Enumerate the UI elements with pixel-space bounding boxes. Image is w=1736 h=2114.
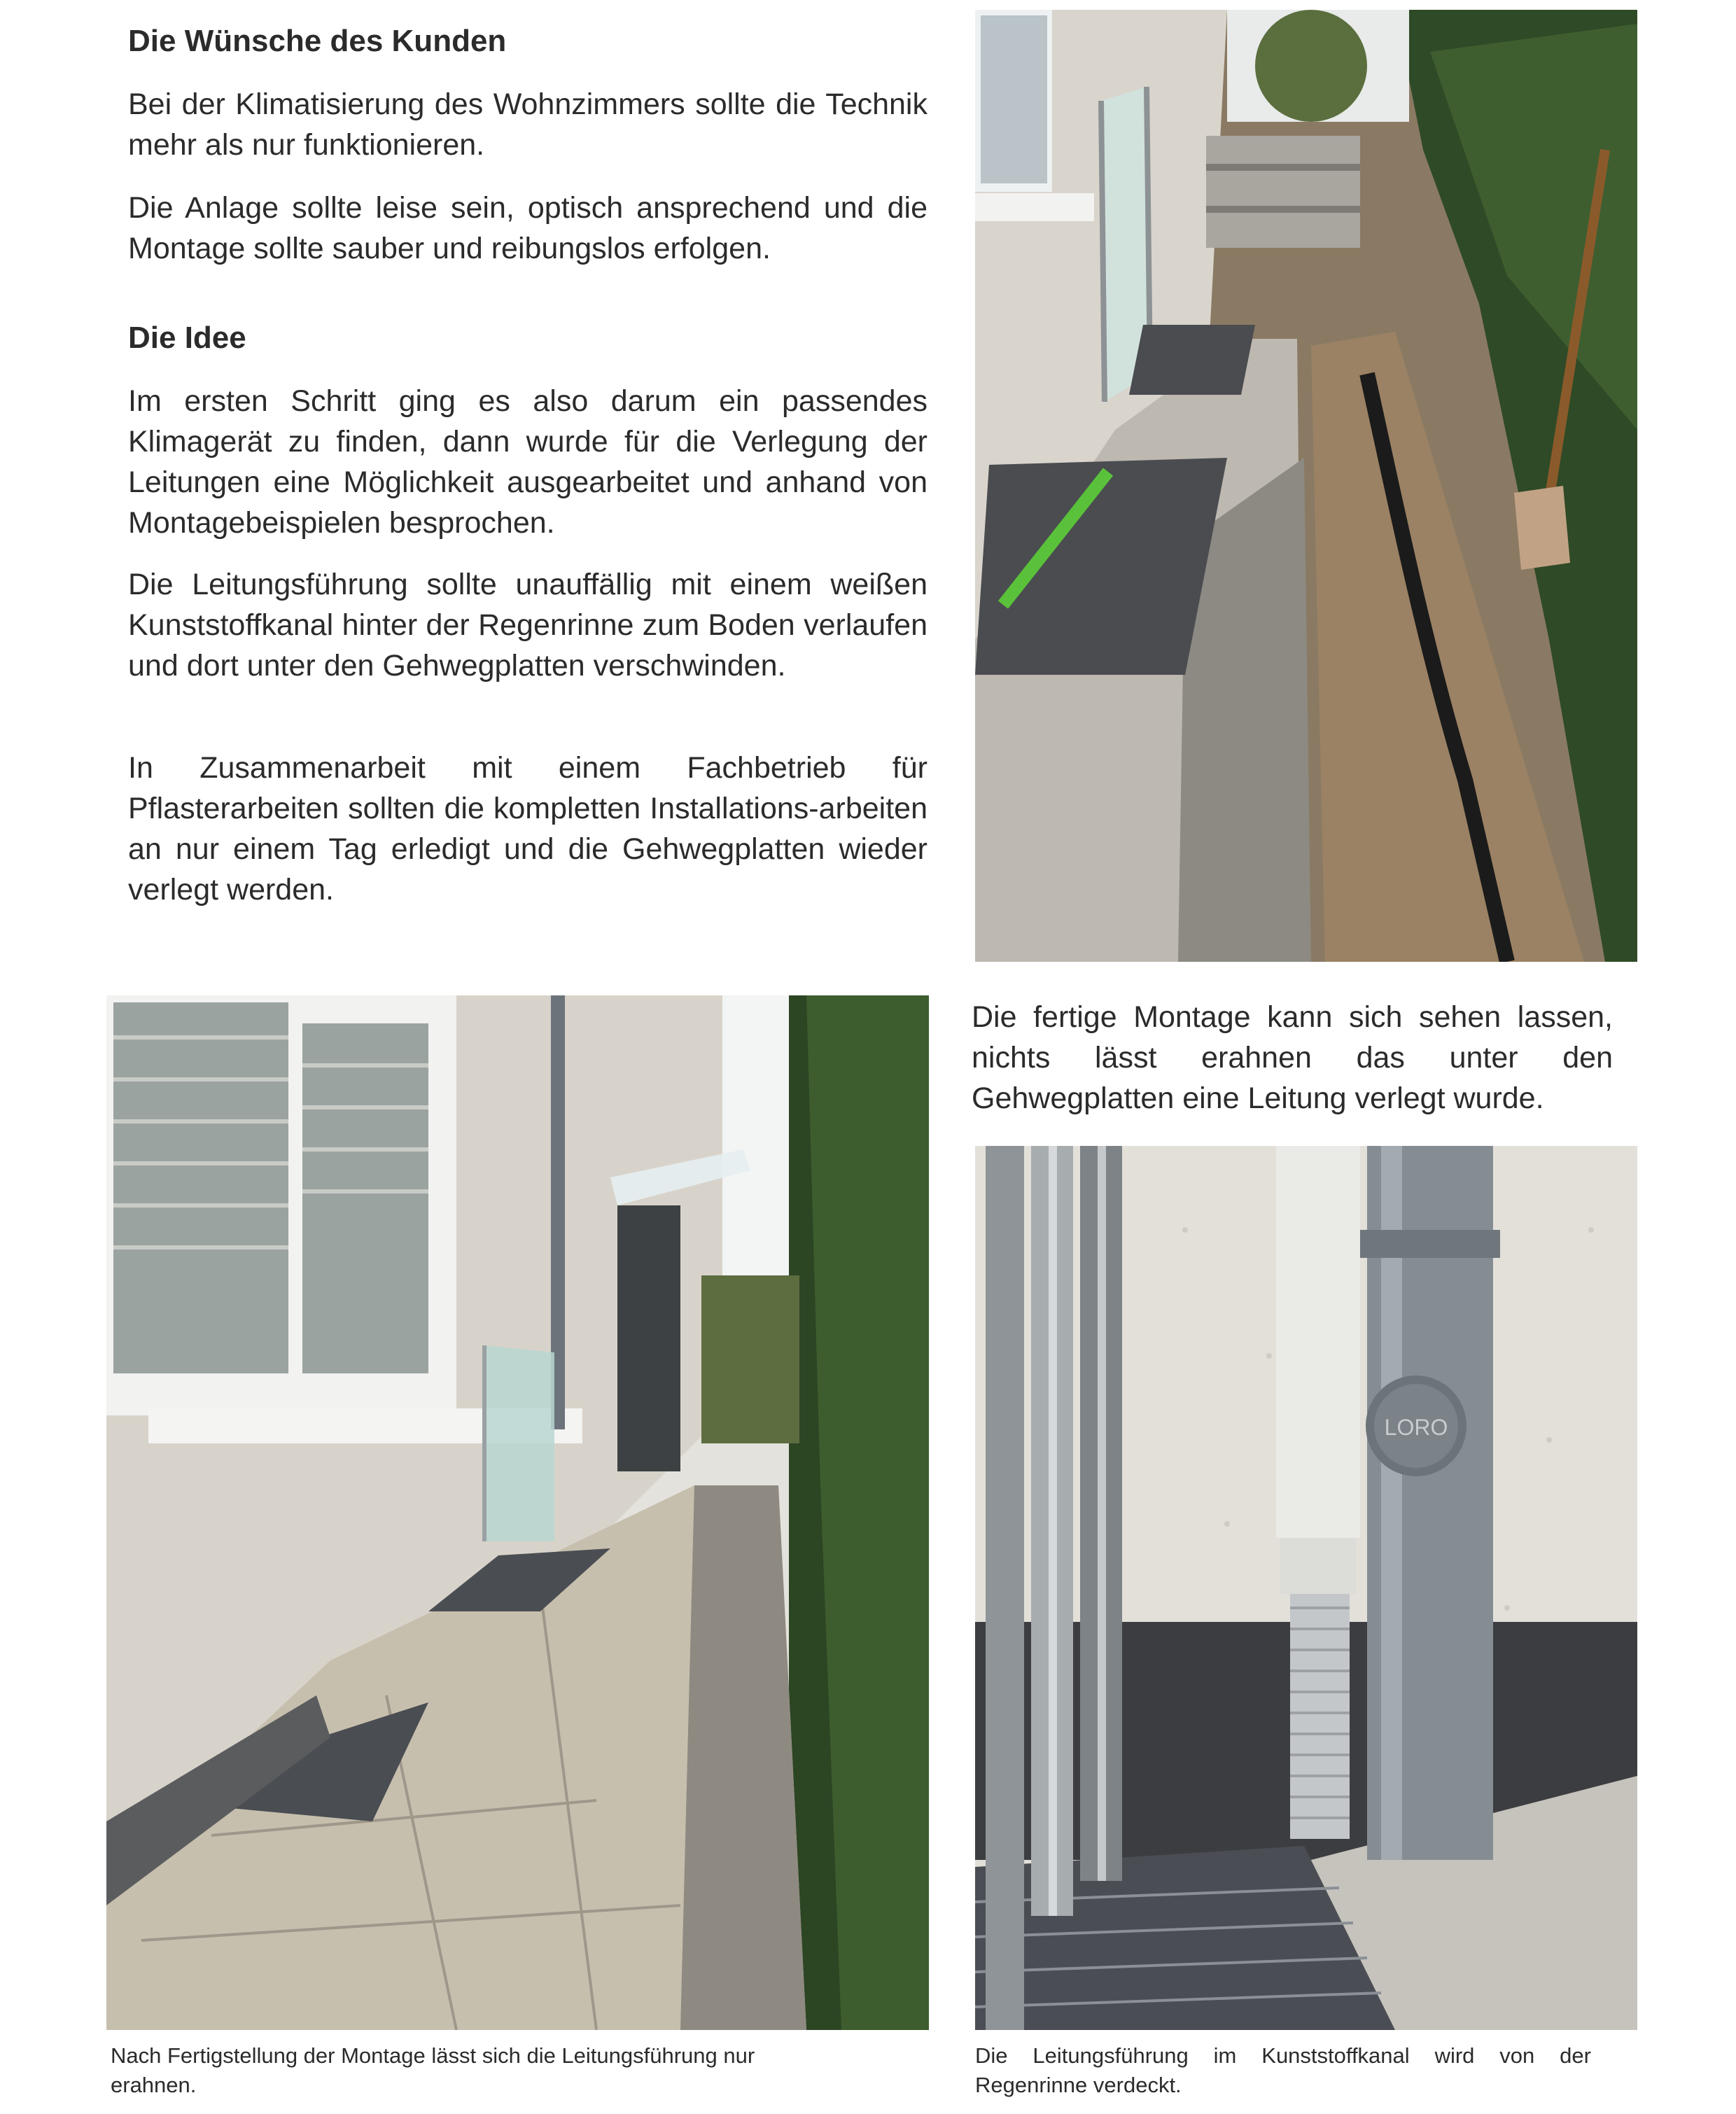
- caption-pipe-closeup: Die Leitungsführung im Kunststoffkanal wird von der Regenrinne verdeckt.: [975, 2043, 1591, 2097]
- photo-finished-walkway: [106, 995, 929, 2030]
- paragraph-idea-1: Im ersten Schritt ging es also darum ein passendes Klimagerät zu finden, dann wurde für die Verlegung der Leitungen eine Möglichkeit ausgearbeitet und anhand von Montagebeispielen besprochen.: [128, 384, 927, 540]
- photo-excavated-walkway: [975, 10, 1637, 962]
- paragraph-wishes-1: Bei der Klimatisierung des Wohnzimmers sollte die Technik mehr als nur funktionieren.: [128, 88, 927, 162]
- heading-idea: Die Idee: [128, 321, 246, 355]
- photo-pipe-closeup: [975, 1146, 1637, 2030]
- paragraph-idea-3: In Zusammenarbeit mit einem Fachbetrieb für Pflasterarbeiten sollten die kompletten Installations-arbeiten an nur einem Tag erledigt und die Gehwegplatten wieder verlegt werden.: [128, 751, 927, 906]
- paragraph-result: Die fertige Montage kann sich sehen lassen, nichts lässt erahnen das unter den Gehwegplatten eine Leitung verlegt wurde.: [972, 1000, 1613, 1115]
- paragraph-wishes-2: Die Anlage sollte leise sein, optisch ansprechend und die Montage sollte sauber und reibungslos erfolgen.: [128, 191, 927, 265]
- cap-logo-text: LORO: [1384, 1415, 1448, 1440]
- caption-finished-walkway: Nach Fertigstellung der Montage lässt sich die Leitungsführung nur erahnen.: [111, 2043, 755, 2097]
- heading-wishes: Die Wünsche des Kunden: [128, 24, 507, 58]
- paragraph-idea-2: Die Leitungsführung sollte unauffällig mit einem weißen Kunststoffkanal hinter der Regenrinne zum Boden verlaufen und dort unter den Gehwegplatten verschwinden.: [128, 568, 927, 682]
